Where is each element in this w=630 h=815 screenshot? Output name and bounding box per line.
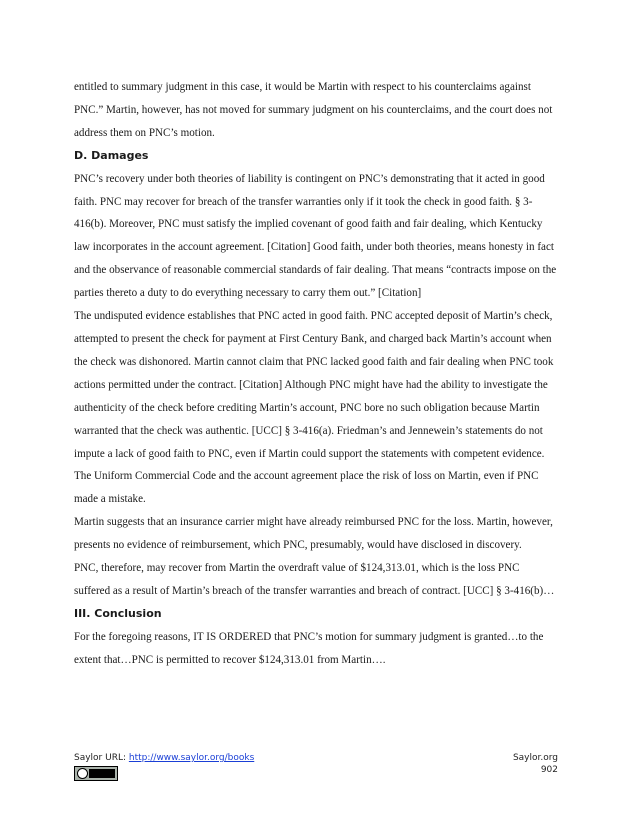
heading-conclusion: III. Conclusion bbox=[74, 606, 162, 620]
footer-page-info bbox=[513, 752, 558, 776]
page-number: 902 bbox=[540, 765, 558, 775]
paragraph-undisputed-evidence: The undisputed evidence establishes that PNC acted in good faith. PNC accepted deposit of Martin’s check, attempted to present the check for payment at First Century Bank, and charged back Martin’s account when the check was dishonored. Martin cannot claim that PNC lacked good faith and fair dealing when PNC took actions permitted under the contract. [Citation] Although PNC might have had the ability to investigate the authenticity of the check before crediting Martin’s account, PNC bore no such obligation because Martin warranted that the check was authentic. [UCC] § 3-416(a). Friedman’s and Jennewein’s statements do not impute a lack of good faith to PNC, even if Martin could support the statements with competent evidence. The Uniform Commercial Code and the account agreement place the risk of loss on Martin, even if PNC made a mistake. bbox=[74, 310, 554, 506]
paragraph-continuation: entitled to summary judgment in this case, it would be Martin with respect to his counterclaims against PNC.” Martin, however, has not moved for summary judgment on his counterclaims, and the court does not address them on PNC’s motion. bbox=[74, 81, 553, 139]
paragraph-overdraft: PNC, therefore, may recover from Martin the overdraft value of $124,313.01, which is the loss PNC suffered as a result of Martin’s breach of the transfer warranties and breach of contract. [UCC] § 3-416(b)… bbox=[74, 562, 555, 597]
cc-logo-circle bbox=[77, 768, 88, 779]
license-terms-bar bbox=[89, 769, 115, 778]
paragraph-order: For the foregoing reasons, IT IS ORDERED that PNC’s motion for summary judgment is granted…to the extent that…PNC is permitted to recover $124,313.01 from Martin…. bbox=[74, 630, 544, 666]
document-body bbox=[74, 76, 558, 672]
heading-damages: D. Damages bbox=[74, 148, 149, 162]
paragraph-good-faith: PNC’s recovery under both theories of liability is contingent on PNC’s demonstrating that it acted in good faith. PNC may recover for breach of the transfer warranties only if it took the check in good faith. § 3-416(b). Moreover, PNC must satisfy the implied covenant of good faith and fair dealing, which Kentucky law incorporates in the account agreement. [Citation] Good faith, under both theories, means honesty in fact and the observance of reasonable commercial standards of fair dealing. That means “contracts impose on the parties thereto a duty to do everything necessary to carry them out.” [Citation] bbox=[74, 172, 557, 300]
saylor-books-link[interactable]: http://www.saylor.org/books bbox=[128, 753, 255, 763]
footer-url-label: Saylor URL: bbox=[74, 753, 129, 763]
cc-by-nc-sa-badge-icon bbox=[74, 766, 118, 781]
footer-site: Saylor.org bbox=[512, 753, 558, 763]
paragraph-insurance: Martin suggests that an insurance carrier might have already reimbursed PNC for the loss. Martin, however, presents no evidence of reimbursement, which PNC, presumably, would have disclosed in discovery. bbox=[74, 516, 553, 552]
footer-source bbox=[74, 752, 254, 764]
